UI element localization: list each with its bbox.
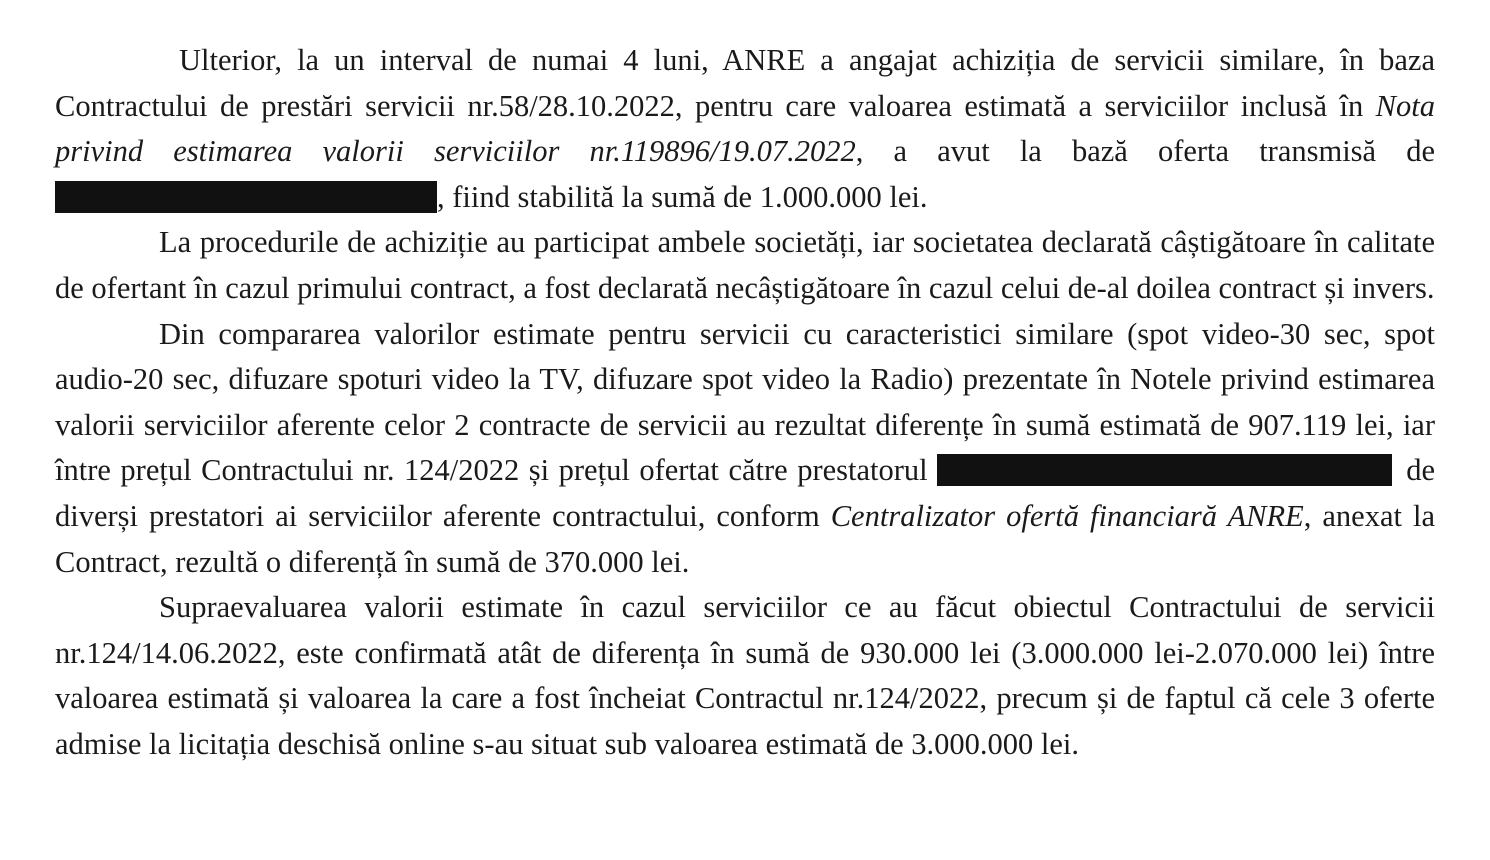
paragraph-1-text-a: Ulterior, la un interval de numai 4 luni, ANRE a angajat achiziția de servicii similare, în baza Contractului de prestări servicii nr.58/28.10.2022, pentru care valoarea estimată a serviciilor inclusă în bbox=[55, 43, 1435, 123]
paragraph-3-text-a: Din compararea valorilor estimate pentru servicii cu caracteristici similare (spot video-30 sec, spot audio-20 sec, difuzare spoturi video la TV, difuzare spot video la Radio) prezentate în Notele privind estimarea valorii serviciilor aferente celor 2 contracte de servicii au rezultat diferențe în sumă estimată de 907.119 lei, iar între prețul Contractului nr. 124/2022 și prețul ofertat către prestatorul bbox=[55, 316, 1435, 488]
paragraph-4 bbox=[55, 585, 1435, 767]
redaction-bar-2 bbox=[937, 454, 1392, 486]
paragraph-2-text: La procedurile de achiziție au participat ambele societăți, iar societatea declarată câștigătoare în calitate de ofertant în cazul primului contract, a fost declarată necâștigătoare în cazul celui de-al doilea contract și invers. bbox=[55, 225, 1435, 305]
redaction-bar-1 bbox=[55, 181, 437, 213]
paragraph-1 bbox=[55, 38, 1435, 220]
paragraph-1-text-c: , fiind stabilită la sumă de 1.000.000 lei. bbox=[437, 179, 928, 214]
paragraph-3 bbox=[55, 312, 1435, 586]
paragraph-1-italic-reference: Nota privind estimarea valorii serviciilor nr.119896/19.07.2022 bbox=[55, 88, 1435, 169]
paragraph-3-italic-reference: Centralizator ofertă financiară ANRE bbox=[830, 498, 1304, 533]
document-page bbox=[55, 38, 1435, 768]
paragraph-3-text-c: , anexat la Contract, rezultă o diferență în sumă de 370.000 lei. bbox=[55, 498, 1435, 579]
paragraph-1-text-b: , a avut la bază oferta transmisă de bbox=[855, 134, 1435, 169]
paragraph-4-text: Supraevaluarea valorii estimate în cazul serviciilor ce au făcut obiectul Contractului de servicii nr.124/14.06.2022, este confirmată atât de diferența în sumă de 930.000 lei (3.000.000 lei-2.070.000 lei) între valoarea estimată și valoarea la care a fost încheiat Contractul nr.124/2022, precum și de faptul că cele 3 oferte admise la licitația deschisă online s-au situat sub valoarea estimată de 3.000.000 lei. bbox=[55, 590, 1435, 761]
paragraph-3-text-b: de diverși prestatori ai serviciilor aferente contractului, conform bbox=[55, 453, 1435, 533]
paragraph-2 bbox=[55, 220, 1435, 311]
